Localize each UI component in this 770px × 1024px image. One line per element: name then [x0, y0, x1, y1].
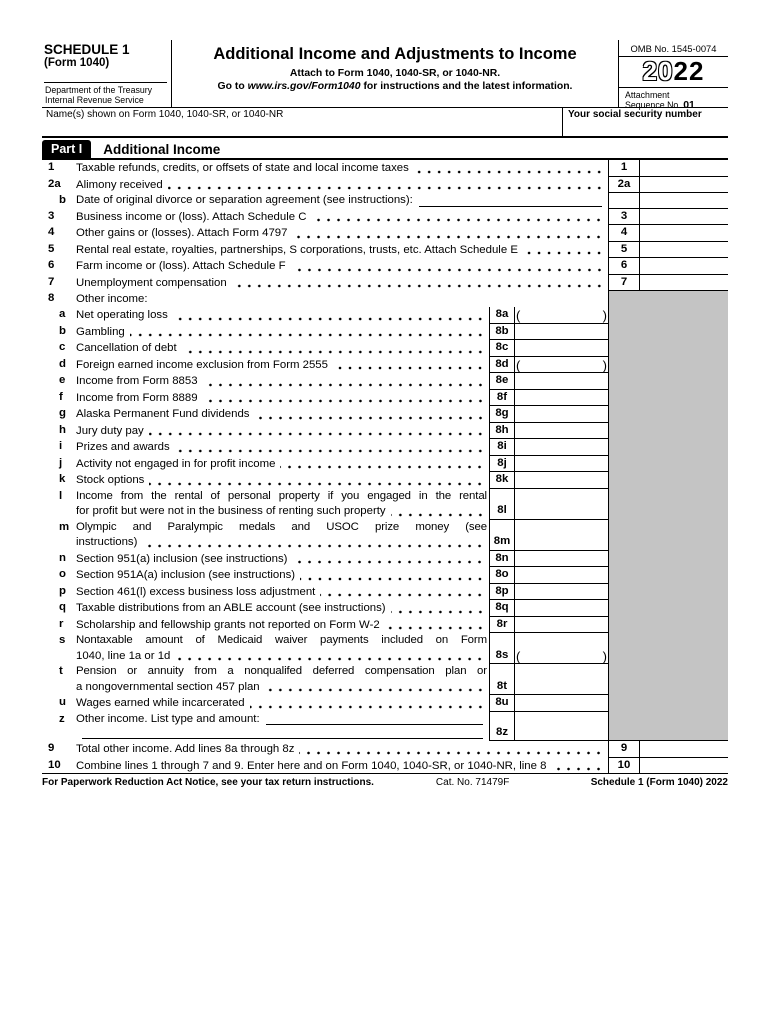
line-8-row — [42, 291, 728, 307]
name-field-label: Name(s) shown on Form 1040, 1040-SR, or 1040-NR — [46, 109, 284, 120]
part1-lines — [42, 160, 728, 774]
line-8k-box-label: 8k — [489, 472, 515, 489]
line-8b-desc: Gambling — [76, 325, 125, 338]
line-3-number: 3 — [48, 209, 55, 222]
dot-leaders — [292, 235, 604, 239]
line-5-row — [42, 242, 728, 259]
line-8i-number: i — [59, 440, 63, 453]
line-8d-amount-field[interactable] — [515, 357, 608, 374]
line-8h-box-label: 8h — [489, 423, 515, 440]
line-4-number: 4 — [48, 226, 55, 239]
line-6-row — [42, 258, 728, 275]
line-8z-amount-field[interactable] — [515, 712, 608, 742]
dot-leaders — [173, 317, 485, 321]
line-8c-number: c — [59, 341, 66, 354]
line-8b-amount-field[interactable] — [515, 324, 608, 341]
dot-leaders — [250, 705, 485, 709]
line-8i-desc: Prizes and awards — [76, 441, 170, 454]
line-8z-desc: Other income. List type and amount: — [76, 712, 260, 725]
shaded-cell — [608, 307, 728, 324]
line-8l-number: l — [59, 489, 63, 502]
line-2a-box-label: 2a — [609, 177, 640, 194]
dot-leaders — [168, 186, 604, 190]
line-8s-amount-field[interactable] — [515, 633, 608, 664]
line-8n-desc: Section 951(a) inclusion (see instructions) — [76, 552, 288, 565]
line-10-row — [42, 758, 728, 775]
line-8u-amount-field[interactable] — [515, 695, 608, 712]
shaded-cell — [608, 373, 728, 390]
line-7-box-label: 7 — [609, 275, 640, 292]
shaded-cell — [608, 600, 728, 617]
line-8j-number: j — [59, 456, 63, 469]
line-3-row — [42, 209, 728, 226]
line-5-amount-field[interactable] — [640, 242, 728, 259]
line-1-desc: Taxable refunds, credits, or offsets of state and local income taxes — [76, 162, 409, 174]
line-3-amount-field[interactable] — [640, 209, 728, 226]
dot-leaders — [255, 416, 486, 420]
open-paren: ( — [516, 308, 521, 324]
line-8z-row — [42, 712, 728, 742]
shaded-cell — [608, 664, 728, 695]
dot-leaders — [300, 577, 485, 581]
line-8-desc: Other income: — [76, 292, 148, 305]
line-9-number: 9 — [48, 742, 55, 755]
shaded-cell — [608, 357, 728, 374]
line-8t-desc-line1: Pension or annuity from a nonqualifed deferred compensation plan or — [76, 665, 487, 678]
line-2b-box-label — [609, 193, 640, 209]
line-8b-number: b — [59, 324, 66, 337]
line-1-number: 1 — [48, 161, 55, 173]
dot-leaders — [299, 751, 604, 755]
shaded-cell — [608, 406, 728, 423]
line-8s-number: s — [59, 634, 66, 647]
line-2b-desc: Date of original divorce or separation agreement (see instructions): — [76, 194, 413, 207]
line-8c-desc: Cancellation of debt — [76, 342, 177, 355]
shaded-cell — [608, 456, 728, 473]
line-8m-number: m — [59, 520, 70, 533]
line-8j-desc: Activity not engaged in for profit income — [76, 457, 276, 470]
line-3-desc: Business income or (loss). Attach Schedule C — [76, 210, 307, 223]
line-8n-row — [42, 551, 728, 568]
dot-leaders — [149, 482, 485, 486]
line-8l-desc-line1: Income from the rental of personal property if you engaged in the rental — [76, 489, 487, 502]
line-8q-number: q — [59, 601, 66, 614]
line-8k-amount-field[interactable] — [515, 472, 608, 489]
shaded-cell — [608, 633, 728, 664]
close-paren: ) — [602, 308, 607, 324]
line-8p-box-label: 8p — [489, 584, 515, 601]
dot-leaders — [414, 170, 604, 174]
line-8f-box-label: 8f — [489, 390, 515, 407]
line-8m-box-label: 8m — [489, 520, 515, 551]
dot-leaders — [551, 767, 604, 771]
line-8h-desc: Jury duty pay — [76, 424, 144, 437]
line-8h-amount-field[interactable] — [515, 423, 608, 440]
line-8u-row — [42, 695, 728, 712]
line-8k-number: k — [59, 473, 66, 486]
dot-leaders — [311, 218, 604, 222]
department-block — [44, 82, 167, 107]
shaded-cell — [608, 439, 728, 456]
line-8z-type-blank-2[interactable] — [82, 727, 483, 739]
shaded-cell — [608, 340, 728, 357]
line-8f-number: f — [59, 390, 63, 403]
line-8e-number: e — [59, 374, 66, 387]
line-4-amount-field[interactable] — [640, 225, 728, 242]
line-8q-desc: Taxable distributions from an ABLE account (see instructions) — [76, 602, 386, 615]
form-footer — [42, 773, 728, 789]
line-7-amount-field[interactable] — [640, 275, 728, 292]
dot-leaders — [232, 284, 604, 288]
line-4-box-label: 4 — [609, 225, 640, 242]
line-8k-row — [42, 472, 728, 489]
title-block — [172, 40, 618, 107]
dot-leaders — [175, 449, 485, 453]
form-title: Additional Income and Adjustments to Income — [213, 45, 577, 63]
line-5-desc: Rental real estate, royalties, partnerships, S corporations, trusts, etc. Attach Schedule E — [76, 243, 518, 256]
ssn-field-label: Your social security number — [568, 109, 702, 120]
line-2b-entry-blank[interactable] — [419, 195, 602, 207]
dot-leaders — [265, 688, 485, 692]
shaded-cell — [608, 520, 728, 551]
catalog-number: Cat. No. 71479F — [435, 777, 510, 789]
line-8m-desc-line1: Olympic and Paralympic medals and USOC prize money (see — [76, 520, 487, 533]
line-8o-amount-field[interactable] — [515, 567, 608, 584]
line-8s-row — [42, 633, 728, 664]
open-paren: ( — [516, 357, 521, 373]
line-8i-row — [42, 439, 728, 456]
shaded-cell — [608, 291, 728, 307]
line-8f-amount-field[interactable] — [515, 390, 608, 407]
line-8g-box-label: 8g — [489, 406, 515, 423]
line-4-row — [42, 225, 728, 242]
line-8m-desc-line2: instructions) — [76, 536, 138, 549]
line-7-row — [42, 275, 728, 292]
dot-leaders — [292, 560, 485, 564]
line-1-amount-field[interactable] — [640, 160, 728, 177]
dot-leaders — [385, 626, 485, 630]
shaded-cell — [608, 489, 728, 520]
line-10-amount-field[interactable] — [640, 758, 728, 775]
shaded-cell — [608, 584, 728, 601]
dot-leaders — [320, 593, 485, 597]
line-2b-number: b — [59, 194, 66, 206]
line-8b-box-label: 8b — [489, 324, 515, 341]
shaded-cell — [608, 423, 728, 440]
shaded-cell — [608, 695, 728, 712]
line-8t-number: t — [59, 665, 63, 678]
shaded-cell — [608, 617, 728, 634]
shaded-cell — [608, 551, 728, 568]
line-8e-desc: Income from Form 8853 — [76, 375, 198, 388]
line-8d-row — [42, 357, 728, 374]
irs-url: www.irs.gov/Form1040 — [247, 81, 361, 92]
line-2a-number: 2a — [48, 177, 61, 190]
line-8r-amount-field[interactable] — [515, 617, 608, 634]
line-10-number: 10 — [48, 758, 61, 771]
line-8n-amount-field[interactable] — [515, 551, 608, 568]
line-8t-box-label: 8t — [489, 664, 515, 695]
dot-leaders — [130, 333, 485, 337]
line-8l-amount-field[interactable] — [515, 489, 608, 520]
line-2b-row — [42, 193, 728, 209]
line-8t-row — [42, 664, 728, 695]
shaded-cell — [608, 712, 728, 742]
dot-leaders — [391, 513, 485, 517]
line-8d-box-label: 8d — [489, 357, 515, 374]
line-8o-desc: Section 951A(a) inclusion (see instructions) — [76, 569, 296, 582]
part1-title: Additional Income — [103, 141, 221, 157]
line-8j-amount-field[interactable] — [515, 456, 608, 473]
department-line1: Department of the Treasury — [45, 84, 153, 95]
attachment-label: Attachment — [625, 90, 670, 100]
line-8l-desc-line2: for profit but were not in the business of renting such property — [76, 505, 386, 518]
line-8c-amount-field[interactable] — [515, 340, 608, 357]
line-8z-box-label: 8z — [489, 712, 515, 742]
close-paren: ) — [602, 357, 607, 373]
line-8c-box-label: 8c — [489, 340, 515, 357]
line-6-amount-field[interactable] — [640, 258, 728, 275]
dot-leaders — [391, 610, 485, 614]
line-8p-row — [42, 584, 728, 601]
line-8g-amount-field[interactable] — [515, 406, 608, 423]
line-8q-box-label: 8q — [489, 600, 515, 617]
footer-form-id: Schedule 1 (Form 1040) 2022 — [590, 777, 728, 789]
dot-leaders — [280, 465, 485, 469]
line-3-box-label: 3 — [609, 209, 640, 226]
line-9-row — [42, 741, 728, 758]
line-8f-desc: Income from Form 8889 — [76, 391, 198, 404]
line-8f-row — [42, 390, 728, 407]
goto-instruction: Go to www.irs.gov/Form1040 for instructions and the latest information. — [217, 81, 573, 92]
close-paren: ) — [602, 648, 607, 664]
line-8z-number: z — [59, 712, 65, 725]
shaded-cell — [608, 472, 728, 489]
line-7-number: 7 — [48, 275, 55, 288]
dot-leaders — [175, 657, 485, 661]
line-8t-amount-field[interactable] — [515, 664, 608, 695]
line-1-box-label: 1 — [609, 160, 640, 177]
line-8d-number: d — [59, 357, 66, 370]
line-1-row — [42, 160, 728, 177]
line-8r-row — [42, 617, 728, 634]
line-8e-box-label: 8e — [489, 373, 515, 390]
line-8s-desc-line2: 1040, line 1a or 1d — [76, 649, 171, 662]
line-8u-number: u — [59, 696, 66, 709]
line-8p-amount-field[interactable] — [515, 584, 608, 601]
form-header — [42, 40, 728, 112]
department-line2: Internal Revenue Service — [45, 94, 144, 105]
line-5-box-label: 5 — [609, 242, 640, 259]
omb-number: OMB No. 1545-0074 — [619, 40, 728, 57]
line-8k-desc: Stock options — [76, 474, 145, 487]
schedule-label: SCHEDULE 1 — [44, 42, 130, 57]
line-8g-desc: Alaska Permanent Fund dividends — [76, 408, 250, 421]
line-2b-empty-cell — [640, 193, 728, 209]
line-8p-number: p — [59, 584, 66, 597]
line-8a-box-label: 8a — [489, 307, 515, 324]
line-6-number: 6 — [48, 259, 55, 272]
line-8a-number: a — [59, 308, 66, 321]
line-10-desc: Combine lines 1 through 7 and 9. Enter here and on Form 1040, 1040-SR, or 1040-NR, line 8 — [76, 759, 547, 772]
line-8b-row — [42, 324, 728, 341]
line-8c-row — [42, 340, 728, 357]
line-8o-number: o — [59, 568, 66, 581]
line-8g-number: g — [59, 407, 66, 420]
line-8g-row — [42, 406, 728, 423]
line-8i-box-label: 8i — [489, 439, 515, 456]
line-8o-box-label: 8o — [489, 567, 515, 584]
open-paren: ( — [516, 648, 521, 664]
line-8j-row — [42, 456, 728, 473]
line-8a-row — [42, 307, 728, 324]
line-2a-row — [42, 177, 728, 194]
line-6-desc: Farm income or (loss). Attach Schedule F — [76, 260, 286, 273]
line-10-box-label: 10 — [609, 758, 640, 775]
line-6-box-label: 6 — [609, 258, 640, 275]
line-9-amount-field[interactable] — [640, 741, 728, 758]
dot-leaders — [291, 268, 604, 272]
ssn-field[interactable] — [563, 108, 728, 136]
sequence-number: 01 — [683, 99, 695, 112]
dot-leaders — [333, 366, 485, 370]
line-8t-desc-line2: a nongovernmental section 457 plan — [76, 680, 260, 693]
attach-instruction: Attach to Form 1040, 1040-SR, or 1040-NR. — [289, 68, 501, 79]
sequence-line: Sequence No. 01 — [625, 99, 695, 112]
line-8p-desc: Section 461(l) excess business loss adjustment — [76, 585, 316, 598]
paperwork-notice: For Paperwork Reduction Act Notice, see your tax return instructions. — [42, 777, 374, 789]
line-8r-box-label: 8r — [489, 617, 515, 634]
tax-year: 2022 — [619, 57, 728, 88]
line-2a-amount-field[interactable] — [640, 177, 728, 194]
line-8q-amount-field[interactable] — [515, 600, 608, 617]
line-8r-number: r — [59, 617, 64, 630]
line-8h-number: h — [59, 423, 66, 436]
dot-leaders — [142, 544, 485, 548]
line-8e-row — [42, 373, 728, 390]
line-8r-desc: Scholarship and fellowship grants not reported on Form W-2 — [76, 618, 380, 631]
dot-leaders — [523, 251, 604, 255]
line-8l-box-label: 8l — [489, 489, 515, 520]
line-8u-box-label: 8u — [489, 695, 515, 712]
line-8d-desc: Foreign earned income exclusion from Form 2555 — [76, 358, 328, 371]
line-8h-row — [42, 423, 728, 440]
line-8j-box-label: 8j — [489, 456, 515, 473]
part1-badge: Part I — [42, 140, 91, 159]
line-8o-row — [42, 567, 728, 584]
line-8a-amount-field[interactable] — [515, 307, 608, 324]
schedule-1-form — [42, 0, 728, 789]
line-8u-desc: Wages earned while incarcerated — [76, 697, 245, 710]
form-label: (Form 1040) — [44, 57, 110, 69]
dot-leaders — [203, 399, 485, 403]
line-9-box-label: 9 — [609, 741, 640, 758]
name-ssn-row — [42, 108, 728, 138]
dot-leaders — [182, 350, 485, 354]
line-8m-row — [42, 520, 728, 551]
line-4-desc: Other gains or (losses). Attach Form 4797 — [76, 227, 288, 240]
line-8a-desc: Net operating loss — [76, 309, 168, 322]
line-8i-amount-field[interactable] — [515, 439, 608, 456]
line-7-desc: Unemployment compensation — [76, 276, 227, 289]
dot-leaders — [203, 383, 485, 387]
shaded-cell — [608, 324, 728, 341]
form-identity-box — [42, 40, 172, 107]
shaded-cell — [608, 390, 728, 407]
line-8n-box-label: 8n — [489, 551, 515, 568]
line-9-desc: Total other income. Add lines 8a through 8z — [76, 743, 295, 756]
line-8l-row — [42, 489, 728, 520]
shaded-cell — [608, 567, 728, 584]
name-field[interactable] — [42, 108, 563, 136]
line-5-number: 5 — [48, 242, 55, 255]
omb-year-box — [618, 40, 728, 112]
line-8n-number: n — [59, 551, 66, 564]
line-8s-box-label: 8s — [489, 633, 515, 664]
line-8-number: 8 — [48, 292, 55, 305]
dot-leaders — [149, 432, 485, 436]
line-8z-type-blank[interactable] — [266, 713, 483, 725]
line-8s-desc-line1: Nontaxable amount of Medicaid waiver payments included on Form — [76, 634, 487, 647]
line-8e-amount-field[interactable] — [515, 373, 608, 390]
line-8m-amount-field[interactable] — [515, 520, 608, 551]
part1-header — [42, 141, 728, 160]
line-2a-desc: Alimony received — [76, 178, 163, 191]
line-8q-row — [42, 600, 728, 617]
